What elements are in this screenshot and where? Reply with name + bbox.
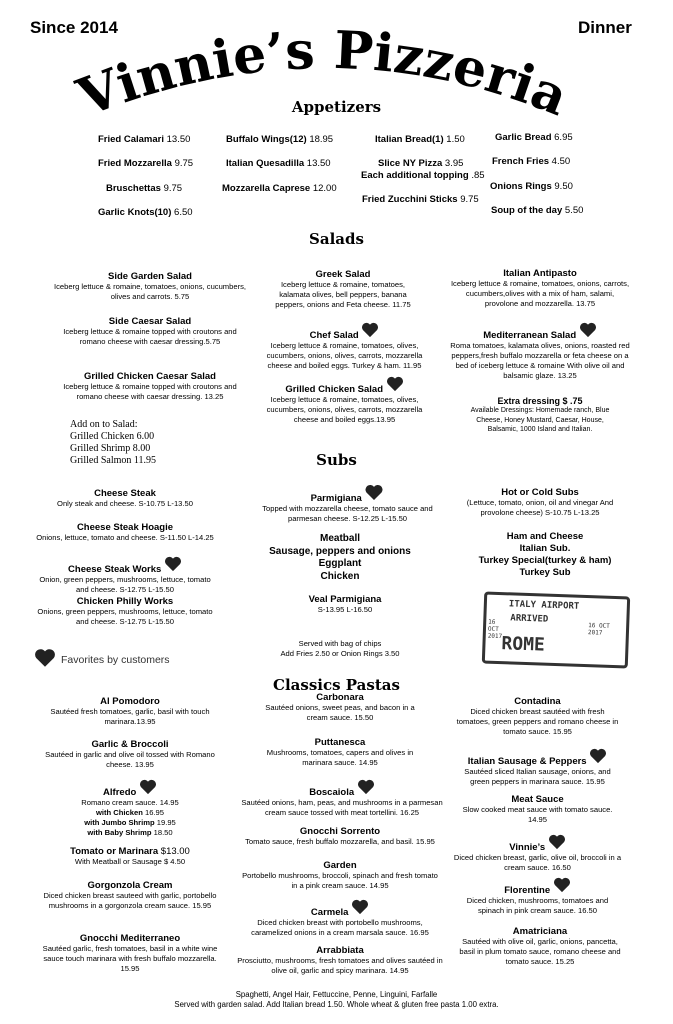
pasta-arrabbiata: Arrabbiata Prosciutto, mushrooms, fresh tomatoes and olives sautéed in olive oil, garlic and spicy marinara. 14.95 (237, 945, 443, 975)
salads-heading: Salads (309, 230, 364, 248)
sub-works: Cheese Steak Works Onion, green peppers, mushrooms, lettuce, tomato and cheese. S-12.75 L-15.50 (35, 556, 215, 595)
heart-icon (139, 779, 157, 798)
subs-note: Served with bag of chips Add Fries 2.50 or Onion Rings 3.50 (280, 639, 400, 658)
heart-icon (164, 556, 182, 575)
pasta-carmela: Carmela Diced chicken breast with portobello mushrooms, caramelized onions in a cream marsala sauce. 16.95 (245, 899, 435, 938)
appetizer-item: Soup of the day 5.50 (491, 205, 584, 216)
sub-hoagie: Cheese Steak Hoagie Onions, lettuce, tomato and cheese. S-11.50 L-14.25 (36, 522, 214, 542)
dinner-label: Dinner (578, 18, 632, 37)
sub-veal: Veal Parmigiana S-13.95 L-16.50 (308, 594, 382, 614)
heart-icon (589, 748, 607, 767)
pastas-heading: Classics Pastas (273, 676, 400, 694)
pasta-alfredo: Alfredo Romano cream sauce. 14.95 with Chicken 16.95 with Jumbo Shrimp 19.95 with Baby Shrimp 18.50 (45, 779, 215, 838)
salad-addons: Add on to Salad: Grilled Chicken 6.00 Grilled Shrimp 8.00 Grilled Salmon 11.95 (70, 419, 157, 466)
heart-icon (364, 484, 384, 504)
salad-extra-dressing: Extra dressing $ .75 Available Dressings: Homemade ranch, Blue Cheese, Honey Mustard, Caesar, House, Balsamic, 1000 Island and Italian. (470, 396, 610, 433)
appetizer-item: Fried Calamari 13.50 (98, 134, 191, 145)
appetizer-item: Garlic Knots(10) 6.50 (98, 207, 193, 218)
heart-icon (34, 648, 56, 671)
salad-grilled-chicken: Grilled Chicken Salad Iceberg lettuce & romaine, tomatoes, olives, cucumbers, onions, olives, carrots, mozzarella cheese and boiled eggs.13.95 (262, 376, 427, 425)
appetizer-item: Italian Quesadilla 13.50 (226, 158, 331, 169)
salad-mediterranean: Mediterranean Salad Roma tomatoes, kalamata olives, onions, roasted red peppers,fresh buffalo mozzarella or feta cheese on a bed of iceberg lettuce & romaine With olive oil and balsamic glaze. 13.25 (450, 322, 630, 381)
appetizer-item: Bruschettas 9.75 (106, 183, 183, 194)
salad-side-caesar: Side Caesar Salad Iceberg lettuce & romaine topped with croutons and romano cheese with caesar dressing.5.75 (63, 316, 237, 346)
heart-icon (386, 376, 404, 395)
pasta-garden: Garden Portobello mushrooms, broccoli, spinach and fresh tomato in a pink cream sauce. 14.95 (242, 860, 438, 890)
heart-icon (351, 899, 369, 918)
heart-icon (357, 779, 375, 798)
since-label: Since 2014 (30, 18, 118, 37)
appetizer-item: Mozzarella Caprese 12.00 (222, 183, 337, 194)
heart-icon (361, 322, 379, 341)
appetizer-item: Garlic Bread 6.95 (495, 132, 573, 143)
travel-stamp: ITALY AIRPORT ARRIVED ROME 16 OCT 2017 16 OCT 2017 (482, 591, 630, 668)
heart-icon (548, 834, 566, 853)
sub-hot-cold: Hot or Cold Subs (Lettuce, tomato, onion, oil and vinegar And provolone cheese) S-10.75 L-13.25 (466, 487, 614, 517)
heart-icon (579, 322, 597, 341)
pasta-pomodoro: Al Pomodoro Sautéed fresh tomatoes, garlic, basil with touch marinara.13.95 (50, 696, 210, 726)
appetizers-heading: Appetizers (291, 98, 382, 116)
pasta-contadina: Contadina Diced chicken breast sautéed with fresh tomatoes, green peppers and romano cheese in tomato sauce. 15.95 (456, 696, 619, 736)
pasta-garlic-broccoli: Garlic & Broccoli Sautéed in garlic and olive oil tossed with Romano cheese. 13.95 (45, 739, 215, 769)
pasta-amatriciana: Amatriciana Sautéed with olive oil, garlic, onions, pancetta, basil in plum tomato sauce, romano cheese and tomato sauce. 15.25 (459, 926, 621, 966)
appetizer-item: Buffalo Wings(12) 18.95 (226, 134, 334, 145)
appetizer-item: French Fries 4.50 (492, 156, 571, 167)
appetizer-item: Fried Mozzarella 9.75 (98, 158, 194, 169)
pasta-meat-sauce: Meat Sauce Slow cooked meat sauce with tomato sauce. 14.95 (462, 794, 613, 824)
salad-side-garden: Side Garden Salad Iceberg lettuce & romaine, tomatoes, onions, cucumbers, olives and carrots. 5.75 (53, 271, 247, 301)
salad-grilled-caesar: Grilled Chicken Caesar Salad Iceberg lettuce & romaine topped with croutons and romano cheese with caesar dressing. 13.25 (63, 371, 237, 401)
pasta-gnocchi-sorrento: Gnocchi Sorrento Tomato sauce, fresh buffalo mozzarella, and basil. 15.95 (245, 826, 435, 846)
svg-text:Vinnie’s Pizzeria: Vinnie’s Pizzeria (69, 19, 577, 118)
favorites-legend: Favorites by customers (34, 648, 170, 671)
appetizer-item: Each additional topping .85 (361, 170, 485, 181)
salad-chef: Chef Salad Iceberg lettuce & romaine, tomatoes, olives, cucumbers, onions, olives, carrots, mozzarella cheese and boiled eggs. Turkey & ham. 11.95 (262, 322, 427, 371)
pasta-florentine: Florentine Diced chicken, mushrooms, tomatoes and spinach in pink cream sauce. 16.50 (455, 877, 620, 916)
pasta-vinnies: Vinnie’s Diced chicken breast, garlic, olive oil, broccoli in a cream sauce. 16.50 (450, 834, 625, 873)
footer: Spaghetti, Angel Hair, Fettuccine, Penne, Linguini, Farfalle Served with garden salad. Add Italian bread 1.50. Whole wheat & gluten free pasta 1.00 extra. (174, 990, 499, 1009)
salad-antipasto: Italian Antipasto Iceberg lettuce & romaine, tomatoes, onions, carrots, cucumbers,olives with a mix of ham, salami, provolone and mozzarella. 13.75 (450, 268, 630, 308)
heart-icon (553, 877, 571, 896)
appetizer-item: Onions Rings 9.50 (490, 181, 573, 192)
parm-options: Meatball Sausage, peppers and onions Eggplant Chicken (269, 533, 411, 582)
appetizer-item: Fried Zucchini Sticks 9.75 (362, 194, 479, 205)
pasta-sausage: Italian Sausage & Peppers Sautéed sliced Italian sausage, onions, and green peppers in marinara sauce. 15.95 (455, 748, 620, 787)
cold-sub-list: Ham and Cheese Italian Sub. Turkey Special(turkey & ham) Turkey Sub (478, 531, 612, 578)
sub-philly: Chicken Philly Works Onions, green peppers, mushrooms, lettuce, tomato and cheese. S-12.75 L-15.50 (37, 596, 213, 626)
appetizer-item: Italian Bread(1) 1.50 (375, 134, 465, 145)
subs-heading: Subs (316, 451, 357, 469)
pasta-gnocchi-med: Gnocchi Mediterraneo Sautéed garlic, fresh tomatoes, basil in a white wine sauce touch marinara with fresh buffalo mozzarella. 15.95 (42, 933, 218, 973)
pasta-gorgonzola: Gorgonzola Cream Diced chicken breast sauteed with garlic, portobello mushrooms in a gorgonzola cream sauce. 15.95 (43, 880, 217, 910)
sub-cheese-steak: Cheese Steak Only steak and cheese. S-10.75 L-13.50 (57, 488, 193, 508)
appetizer-item: Slice NY Pizza 3.95 (378, 158, 464, 169)
pasta-boscaiola: Boscaiola Sautéed onions, ham, peas, and mushrooms in a parmesan cream sauce tossed with meat tortellini. 16.25 (232, 779, 452, 818)
sub-parmigiana: Parmigiana Topped with mozzarella cheese, tomato sauce and parmesan cheese. S-12.25 L-15.50 (255, 484, 440, 524)
pasta-carbonara: Carbonara Sautéed onions, sweet peas, and bacon in a cream sauce. 15.50 (265, 692, 415, 722)
pasta-puttanesca: Puttanesca Mushrooms, tomatoes, capers and olives in marinara sauce. 14.95 (266, 737, 414, 767)
pasta-tomato: Tomato or Marinara $13.00 With Meatball or Sausage $ 4.50 (70, 846, 190, 866)
salad-greek: Greek Salad Iceberg lettuce & romaine, tomatoes, kalamata olives, bell peppers, banana peppers, onions and Feta cheese. 11.75 (275, 269, 411, 309)
